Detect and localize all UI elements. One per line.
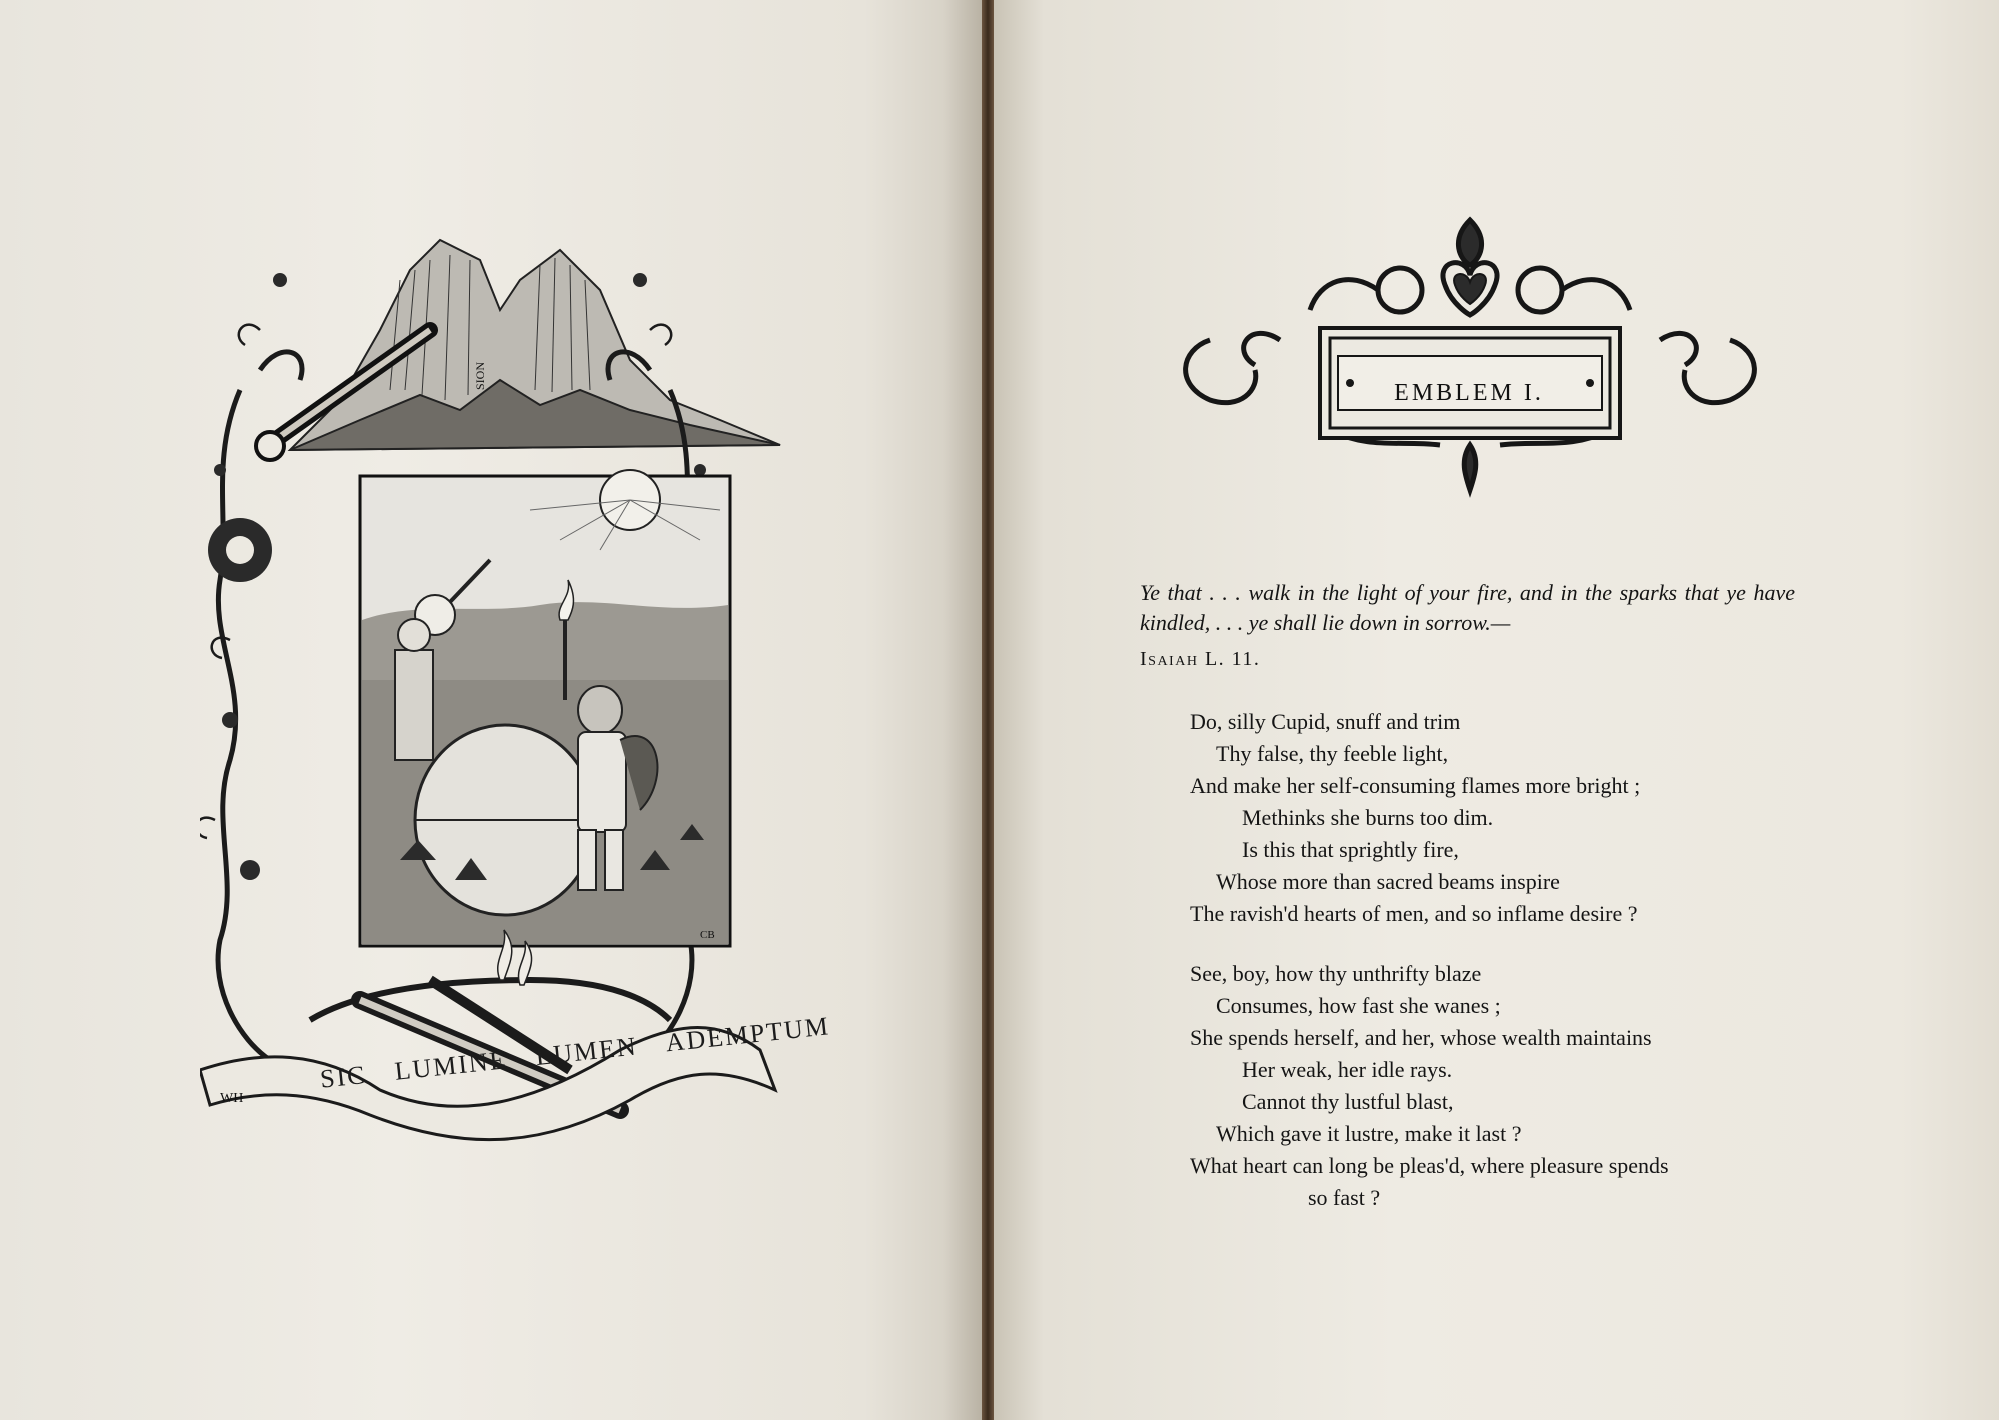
verse-line: so fast ? xyxy=(1308,1185,1381,1210)
motto-word: ADEMPTUM xyxy=(664,1011,832,1058)
cupid-scene xyxy=(360,470,730,946)
verse-line: Whose more than sacred beams inspire xyxy=(1216,869,1560,894)
stanza-2 xyxy=(1190,958,1810,1214)
epigraph: Ye that . . . walk in the light of your fire, and in the sparks that ye have kindled, . . . ye shall lie down in sorrow.— xyxy=(1140,580,1795,635)
mountain-label: SION xyxy=(473,361,487,390)
verse-line: And make her self-consuming flames more bright ; xyxy=(1190,773,1641,798)
verse-line: She spends herself, and her, whose wealth maintains xyxy=(1190,1025,1652,1050)
motto-word: LUMINE xyxy=(393,1045,509,1086)
mountain-scene xyxy=(290,240,780,450)
epigraph-citation: Isaiah L. 11. xyxy=(1140,648,1261,670)
verse-line: What heart can long be pleas'd, where pleasure spends xyxy=(1190,1153,1669,1178)
verse-line: Methinks she burns too dim. xyxy=(1242,805,1494,830)
verse-line: Cannot thy lustful blast, xyxy=(1242,1089,1454,1114)
verse-line: Thy false, thy feeble light, xyxy=(1216,741,1449,766)
verse-line: Is this that sprightly fire, xyxy=(1242,837,1459,862)
verse-line: Which gave it lustre, make it last ? xyxy=(1216,1121,1522,1146)
verse-line: See, boy, how thy unthrifty blaze xyxy=(1190,961,1482,986)
artist-monogram-right: CB xyxy=(700,929,715,941)
book-gutter xyxy=(982,0,994,1420)
verse-line: Consumes, how fast she wanes ; xyxy=(1216,993,1501,1018)
motto-word: SIC xyxy=(318,1060,368,1094)
motto-word: LUMEN xyxy=(534,1031,639,1072)
emblem-cartouche xyxy=(1170,200,1770,500)
emblem-title: EMBLEM I. xyxy=(1394,380,1544,406)
stanza-1 xyxy=(1190,706,1810,930)
verse-line: The ravish'd hearts of men, and so inflame desire ? xyxy=(1190,901,1638,926)
verse-line: Her weak, her idle rays. xyxy=(1242,1057,1453,1082)
artist-monogram-left: WH xyxy=(220,1091,244,1106)
verse-line: Do, silly Cupid, snuff and trim xyxy=(1190,709,1461,734)
emblem-engraving xyxy=(200,220,880,1180)
